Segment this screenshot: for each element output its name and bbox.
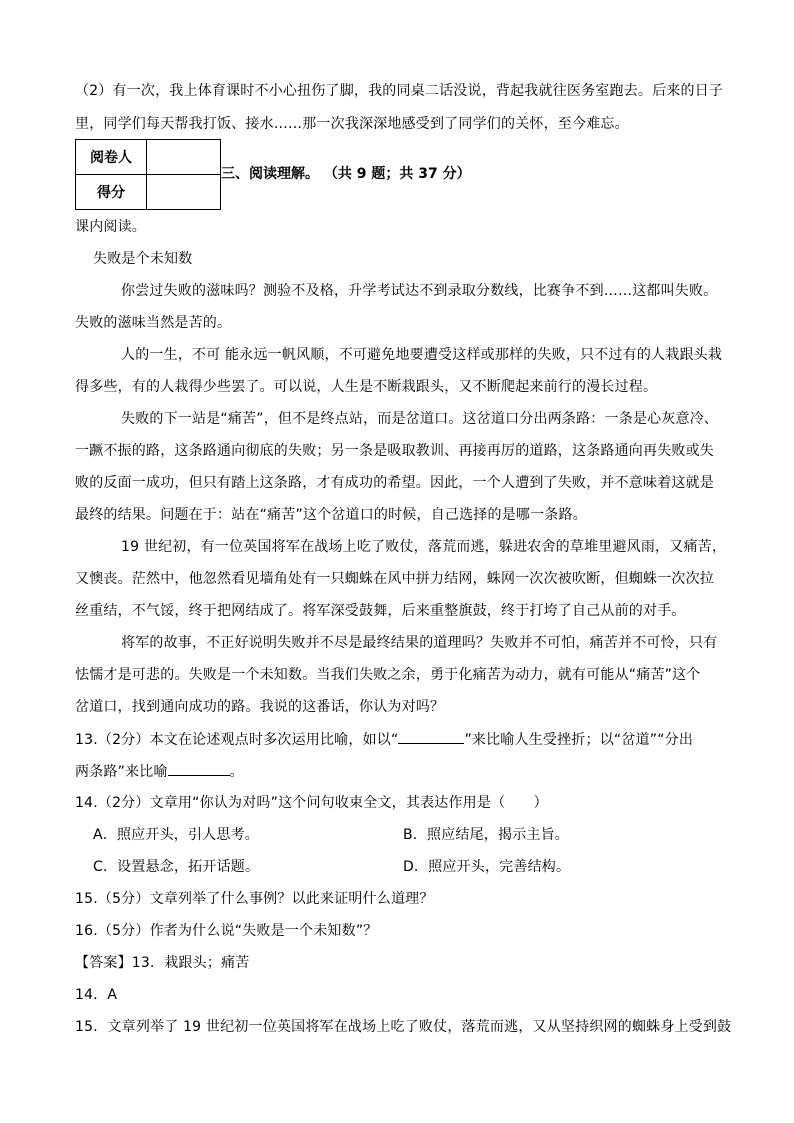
- intro-line-1: （2）有一次，我上体育课时不小心扭伤了脚，我的同桌二话没说，背起我就往医务室跑去。后来的日子: [75, 83, 724, 99]
- grader-value: [147, 140, 221, 175]
- article-paragraph-line: 失败的下一站是“痛苦”，但不是终点站，而是岔道口。这岔道口分出两条路：一条是心灰意冷、: [121, 411, 719, 427]
- article-paragraph-line: 又懊丧。茫然中，他忽然看见墙角处有一只蜘蛛在风中拼力结网，蛛网一次次被吹断，但蜘蛛一次次拉: [75, 571, 714, 587]
- answer-13: 【答案】13．栽跟头；痛苦: [75, 955, 250, 971]
- article-paragraph-line: 失败的滋味当然是苦的。: [75, 315, 232, 331]
- intro-line-2: 里，同学们每天帮我打饭、接水……那一次我深深地感受到了同学们的关怀，至今难忘。: [75, 116, 629, 132]
- score-value: [147, 175, 221, 210]
- score-label: 得分: [76, 175, 147, 210]
- question-13-text: 两条路”来比喻: [75, 764, 168, 780]
- question-13-text: 13.（2分）本文在论述观点时多次运用比喻，如以“: [75, 732, 399, 748]
- article-paragraph-line: 你尝过失败的滋味吗？测验不及格，升学考试达不到录取分数线，比赛争不到……这都叫失败。: [121, 283, 718, 299]
- question-13-line-1: [75, 729, 693, 750]
- answer-14: 14．A: [75, 987, 118, 1003]
- option-b: B．照应结尾，揭示主旨。: [403, 827, 570, 843]
- article-paragraph-line: 败的反面一成功，但只有踏上这条路，才有成功的希望。因此，一个人遭到了失败，并不意味着这就是: [75, 475, 714, 491]
- question-14-stem: 14.（2分）文章用“你认为对吗”这个问句收束全文，其表达作用是（ ）: [75, 795, 548, 811]
- article-paragraph-line: 最终的结果。问题在于：站在“痛苦”这个岔道口的时候，自己选择的是哪一条路。: [75, 507, 587, 523]
- option-a: A．照应开头，引人思考。: [93, 827, 259, 843]
- question-13-line-2: [75, 761, 244, 782]
- answer-blank[interactable]: [168, 761, 230, 776]
- score-table: [75, 139, 221, 210]
- article-paragraph-line: 怯懦才是可悲的。失败是一个未知数。当我们失败之余，勇于化痛苦为动力，就有可能从“痛苦”这个: [75, 667, 701, 683]
- article-paragraph-line: 人的一生，不可 能永远一帆风顺，不可避免地要遭受这样或那样的失败，只不过有的人栽跟头栽: [121, 347, 723, 363]
- article-paragraph-line: 岔道口，找到通向成功的路。我说的这番话，你认为对吗？: [75, 699, 445, 715]
- answer-15: 15．文章列举了 19 世纪初一位英国将军在战场上吃了败仗，落荒而逃，又从坚持织网的蜘蛛身上受到鼓: [75, 1019, 732, 1035]
- option-c: C．设置悬念，拓开话题。: [93, 859, 260, 875]
- article-paragraph-line: 19 世纪初，有一位英国将军在战场上吃了败仗，落荒而逃，躲进农舍的草堆里避风雨，又痛苦，: [121, 539, 727, 555]
- article-paragraph-line: 一蹶不振的路，这条路通向彻底的失败；另一条是吸取教训、再接再厉的道路，这条路通向再失败或失: [75, 443, 714, 459]
- reading-instruction: 课内阅读。: [75, 219, 146, 235]
- question-16: 16.（5分）作者为什么说“失败是一个未知数”？: [75, 923, 378, 939]
- score-table-row: [76, 140, 221, 175]
- article-paragraph-line: 丝重结，不气馁，终于把网结成了。将军深受鼓舞，后来重整旗鼓，终于打垮了自己从前的对手。: [75, 603, 686, 619]
- question-13-text: ”来比喻人生受挫折；以“岔道”“分出: [464, 732, 694, 748]
- section-title: 三、阅读理解。 （共 9 题；共 37 分）: [221, 166, 471, 182]
- score-table-row: [76, 175, 221, 210]
- article-title: 失败是个未知数: [93, 251, 193, 267]
- question-15: 15.（5分）文章列举了什么事例？以此来证明什么道理？: [75, 891, 434, 907]
- article-paragraph-line: 将军的故事，不正好说明失败并不尽是最终结果的道理吗？失败并不可怕，痛苦并不可怜，只有: [121, 635, 718, 651]
- option-d: D．照应开头，完善结构。: [403, 859, 571, 875]
- grader-label: 阅卷人: [76, 140, 147, 175]
- answer-blank[interactable]: [398, 729, 464, 744]
- question-13-text: 。: [229, 764, 244, 780]
- article-paragraph-line: 得多些，有的人栽得少些罢了。可以说，人生是不断栽跟头，又不断爬起来前行的漫长过程。: [75, 379, 658, 395]
